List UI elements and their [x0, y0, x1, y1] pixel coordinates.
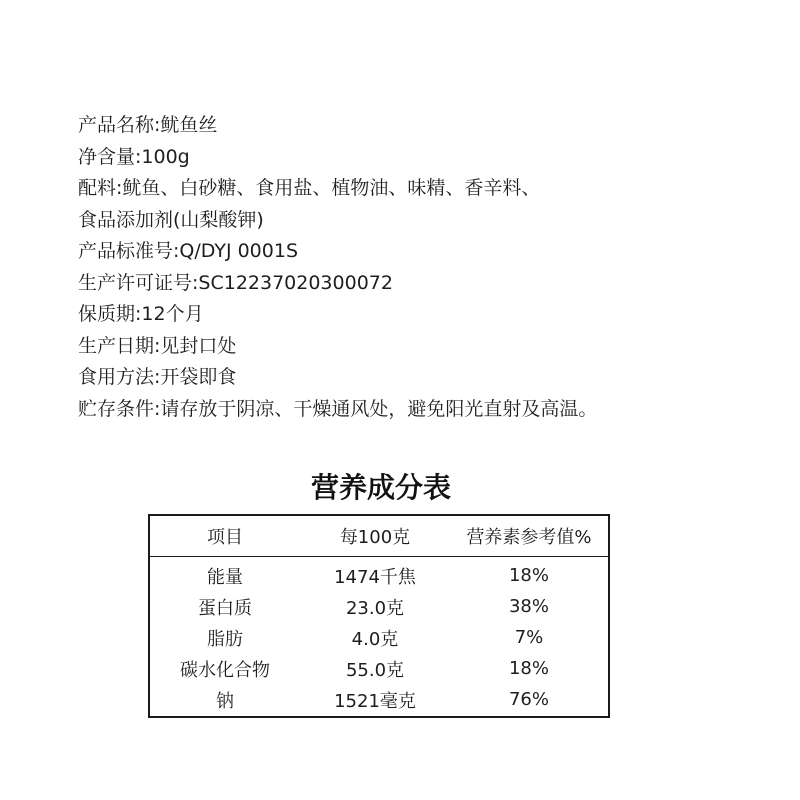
nutrient-nrv: 7% — [514, 627, 544, 648]
nutrition-table-title: 营养成分表 — [310, 471, 451, 504]
nutrient-name: 脂肪 — [207, 628, 243, 650]
nutrition-table — [148, 514, 610, 718]
nutrient-name: 能量 — [207, 566, 243, 588]
nutrient-amount: 4.0克 — [351, 628, 399, 650]
table-row — [150, 684, 608, 715]
nutrient-nrv: 38% — [508, 596, 549, 617]
product-name: 产品名称:鱿鱼丝 — [78, 114, 218, 136]
table-row — [150, 653, 608, 684]
table-row — [150, 560, 608, 591]
storage-conditions: 贮存条件:请存放于阴凉、干燥通风处，避免阳光直射及高温。 — [78, 397, 598, 420]
nutrient-nrv: 76% — [508, 689, 549, 710]
usage-method: 食用方法:开袋即食 — [78, 366, 237, 388]
nutrient-amount: 1521毫克 — [334, 690, 416, 712]
header-item: 项目 — [207, 527, 243, 548]
nutrient-name: 钠 — [216, 690, 234, 712]
header-nrv-percent: 营养素参考值% — [466, 527, 592, 548]
ingredients-line-1: 配料:鱿鱼、白砂糖、食用盐、植物油、味精、香辛料、 — [78, 177, 541, 199]
table-header-row — [150, 516, 608, 557]
standard-number: 产品标准号:Q/DYJ 0001S — [78, 240, 299, 262]
table-row — [150, 591, 608, 622]
nutrient-nrv: 18% — [508, 658, 549, 679]
table-row — [150, 622, 608, 653]
product-info-block — [78, 110, 758, 425]
production-date: 生产日期:见封口处 — [78, 334, 237, 357]
nutrient-amount: 55.0克 — [345, 659, 405, 681]
nutrient-amount: 23.0克 — [345, 597, 405, 619]
net-content: 净含量:100g — [78, 145, 190, 168]
shelf-life: 保质期:12个月 — [78, 303, 204, 325]
nutrient-nrv: 18% — [508, 565, 549, 586]
nutrient-name: 碳水化合物 — [180, 659, 270, 681]
ingredients-line-2: 食品添加剂(山梨酸钾) — [78, 208, 264, 231]
header-per-100g: 每100克 — [339, 527, 411, 548]
nutrient-name: 蛋白质 — [198, 597, 252, 619]
nutrient-amount: 1474千焦 — [334, 566, 416, 588]
license-number: 生产许可证号:SC12237020300072 — [78, 271, 393, 294]
